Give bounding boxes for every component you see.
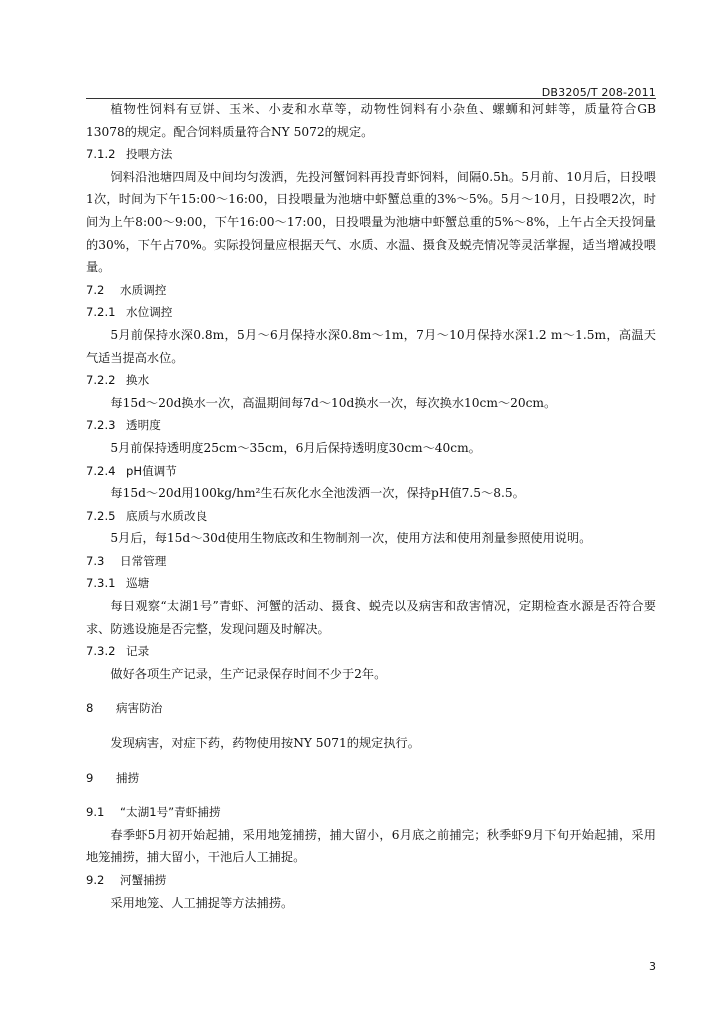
section-title: 底质与水质改良 [126,508,208,523]
section-number: 7.3.1 [86,576,116,591]
section-number: 7.2.1 [86,305,116,320]
section-heading [86,301,656,324]
paragraph: 5月前保持水深0.8m，5月～6月保持水深0.8m～1m，7月～10月保持水深1.2 m～1.5m，高温天气适当提高水位。 [86,327,656,365]
section-heading [86,869,656,892]
section-title: 巡塘 [126,576,150,591]
section-heading [86,550,656,573]
section-title: 河蟹捕捞 [120,873,167,887]
section-title: 日常管理 [120,553,167,568]
section-number: 7.3 [86,553,105,568]
section-heading [86,767,656,790]
document-body [86,98,656,914]
paragraph: 每15d～20d用100kg/hm²生石灰化水全池泼洒一次，保持pH值7.5～8.5。 [110,486,525,501]
section-title: pH值调节 [126,463,177,478]
section-number: 8 [86,701,94,716]
section-title: “太湖1号”青虾捕捞 [120,805,221,820]
section-title: 捕捞 [116,770,140,785]
page-number: 3 [649,960,656,973]
section-heading [86,640,656,663]
section-heading [86,572,656,595]
section-heading [86,279,656,302]
section-title: 病害防治 [116,701,163,716]
paragraph: 饲料沿池塘四周及中间均匀泼洒，先投河蟹饲料再投青虾饲料，间隔0.5h。5月前、10月后，日投喂1次，时间为下午15:00～16:00，日投喂量为池塘中虾蟹总重的3%～5%。5月～10月，日投喂2次，时间为上午8:00～9:00，下午16:00～17:00，日投喂量为池塘中虾蟹总重的5%～8%，上午占全天投饲量的30%，下午占70%。实际投饲量应根据天气、水质、水温、摄食及蜕壳情况等灵活掌握，适当增减投喂量。 [86,169,656,275]
section-number: 7.2 [86,282,105,297]
section-heading [86,801,656,824]
section-number: 9.1 [86,805,105,820]
section-heading [86,414,656,437]
paragraph: 发现病害，对症下药，药物使用按NY 5071的规定执行。 [110,736,420,751]
document-code: DB3205/T 208-2011 [541,86,656,99]
section-spacer [86,685,656,697]
paragraph: 植物性饲料有豆饼、玉米、小麦和水草等，动物性饲料有小杂鱼、螺蛳和河蚌等，质量符合GB 13078的规定。配合饲料质量符合NY 5072的规定。 [86,102,656,139]
section-number: 7.2.3 [86,418,116,433]
section-number: 7.2.5 [86,508,116,523]
section-heading [86,460,656,483]
section-heading [86,143,656,166]
section-title: 记录 [126,644,150,659]
section-number: 7.3.2 [86,644,116,659]
section-number: 7.1.2 [86,147,116,162]
paragraph: 5月后，每15d～30d使用生物底改和生物制剂一次，使用方法和使用剂量参照使用说明。 [110,531,592,546]
paragraph: 春季虾5月初开始起捕，采用地笼捕捞，捕大留小，6月底之前捕完；秋季虾9月下旬开始起捕，采用地笼捕捞，捕大留小，干池后人工捕捉。 [86,827,656,865]
section-spacer [86,755,656,767]
section-title: 换水 [126,373,150,388]
paragraph: 每15d～20d换水一次，高温期间每7d～10d换水一次，每次换水10cm～20cm。 [110,395,557,410]
paragraph: 每日观察“太湖1号”青虾、河蟹的活动、摄食、蜕壳以及病害和敌害情况，定期检查水源是否符合要求、防逃设施是否完整，发现问题及时解决。 [86,599,656,636]
section-title: 投喂方法 [126,147,173,162]
section-number: 9 [86,770,94,785]
section-heading [86,369,656,392]
section-number: 9.2 [86,873,105,887]
paragraph: 做好各项生产记录，生产记录保存时间不少于2年。 [110,666,387,681]
section-title: 透明度 [126,418,161,433]
section-spacer [86,720,656,732]
section-heading [86,697,656,720]
section-title: 水质调控 [120,282,167,297]
section-number: 7.2.4 [86,463,116,478]
section-spacer [86,789,656,801]
section-number: 7.2.2 [86,373,116,388]
section-heading [86,505,656,528]
paragraph: 5月前保持透明度25cm～35cm，6月后保持透明度30cm～40cm。 [110,440,481,455]
paragraph: 采用地笼、人工捕捉等方法捕捞。 [110,895,294,910]
section-title: 水位调控 [126,305,173,320]
